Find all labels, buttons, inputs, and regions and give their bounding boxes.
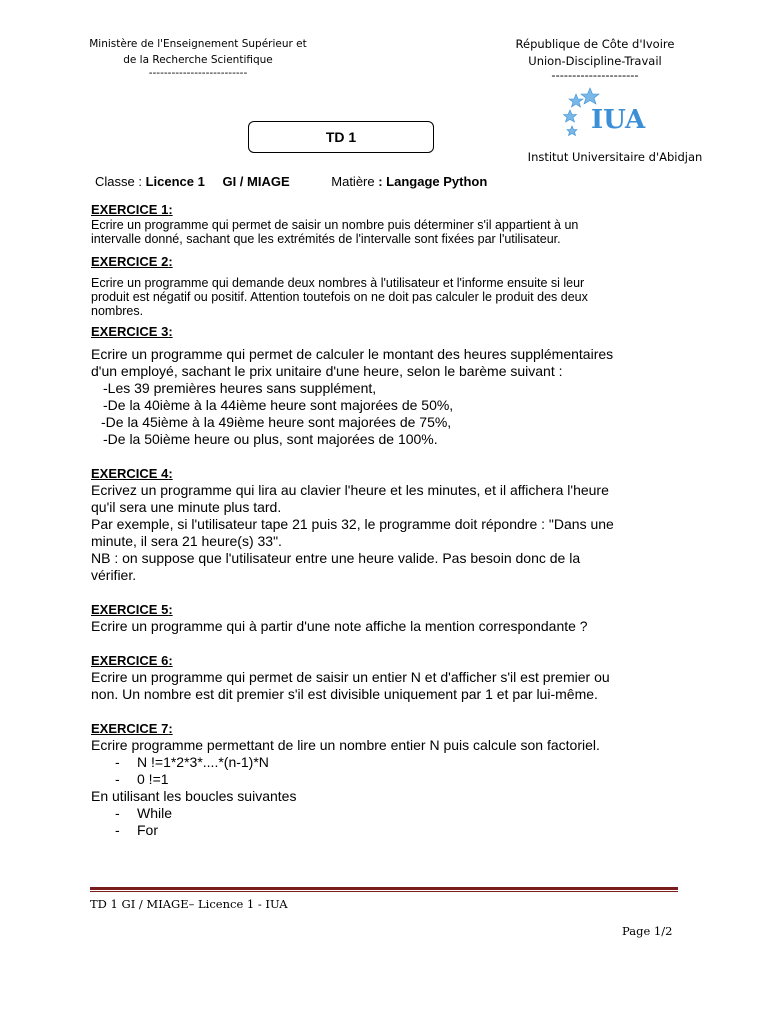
exercise-text: produit est négatif ou positif. Attention toutefois on ne doit pas calculer le produit des deux xyxy=(91,290,588,304)
republic-line1: République de Côte d'Ivoire xyxy=(515,37,675,51)
scale-item: -De la 45ième à la 49ième heure sont majorées de 75%, xyxy=(101,414,452,430)
exercise-3: EXERCICE 3: Ecrire un programme qui permet de calculer le montant des heures supplémentaires d'un employé, sachant le prix unitaire d'une heure, selon le barème suivant : -Les 39 premières heures sans supplément, -De la 40ième à la 44ième heure sont majorées de 50%, -De la 45ième à la 49ième heure sont majorées de 75%, -De la 50ième heure ou plus, sont majorées de 100%. xyxy=(91,324,691,448)
formula-item: - 0 !=1 xyxy=(115,771,169,787)
loop-item: - While xyxy=(115,805,173,821)
ministry-line1: Ministère de l'Enseignement Supérieur et xyxy=(89,38,307,50)
class-track: GI / MIAGE xyxy=(222,174,290,189)
exercise-text: Ecrivez un programme qui lira au clavier l'heure et les minutes, et il affichera l'heure xyxy=(91,482,609,498)
exercise-title: EXERCICE 1 xyxy=(91,202,169,217)
republic-separator: --------------------- xyxy=(551,68,639,82)
svg-text:IUA: IUA xyxy=(591,105,646,135)
exercise-text: Ecrire un programme qui permet de saisir un nombre puis déterminer s'il appartient à un xyxy=(91,218,579,232)
page-number: Page 1/2 xyxy=(622,924,673,938)
scale-item: -De la 50ième heure ou plus, sont majorées de 100%. xyxy=(103,431,438,447)
exercise-4: EXERCICE 4: Ecrivez un programme qui lira au clavier l'heure et les minutes, et il affichera l'heure qu'il sera une minute plus tard. Par exemple, si l'utilisateur tape 21 puis 32, le programme doit répondre : "Dans une minute, il sera 21 heure(s) 33". NB : on suppose que l'utilisateur entre une heure valide. Pas besoin donc de la vérifier. xyxy=(91,466,691,584)
exercise-title: EXERCICE 6 xyxy=(91,653,169,668)
exercise-text: Ecrire un programme qui demande deux nombres à l'utilisateur et l'informe ensuite si leur xyxy=(91,276,585,290)
exercise-5: EXERCICE 5: Ecrire un programme qui à partir d'une note affiche la mention correspondante ? xyxy=(91,602,691,635)
exercise-1: EXERCICE 1: Ecrire un programme qui permet de saisir un nombre puis déterminer s'il appartient à un intervalle donné, sachant que les extrémités de l'intervalle sont fixées par l'utilisateur. xyxy=(91,202,691,246)
exercise-text: Par exemple, si l'utilisateur tape 21 puis 32, le programme doit répondre : "Dans une xyxy=(91,516,614,532)
exercise-2: EXERCICE 2: Ecrire un programme qui demande deux nombres à l'utilisateur et l'informe ensuite si leur produit est négatif ou positif. Attention toutefois on ne doit pas calculer le produit des deux nombres. xyxy=(91,254,691,318)
institution-name: Institut Universitaire d'Abidjan xyxy=(527,150,703,164)
td-title: TD 1 xyxy=(325,129,357,145)
formula-item: - N !=1*2*3*....*(n-1)*N xyxy=(115,754,269,770)
td-title-box xyxy=(248,121,434,153)
ministry-separator: -------------------------- xyxy=(148,67,248,79)
subject-value: : Langage Python xyxy=(378,174,488,189)
class-level: Licence 1 xyxy=(145,174,205,189)
exercise-text: En utilisant les boucles suivantes xyxy=(91,788,297,804)
subject-label: Matière xyxy=(331,174,379,189)
scale-item: -Les 39 premières heures sans supplément, xyxy=(103,380,377,396)
exercise-text: Ecrire un programme qui permet de saisir un entier N et d'afficher s'il est premier ou xyxy=(91,669,610,685)
exercise-text: non. Un nombre est dit premier s'il est divisible uniquement par 1 et par lui-même. xyxy=(91,686,598,702)
star-cluster-icon xyxy=(560,84,650,140)
iua-logo xyxy=(560,84,650,140)
republic-line2: Union-Discipline-Travail xyxy=(528,54,662,68)
exercise-text: NB : on suppose que l'utilisateur entre une heure valide. Pas besoin donc de la xyxy=(91,550,581,566)
exercise-text: Ecrire un programme qui permet de calculer le montant des heures supplémentaires xyxy=(91,346,614,362)
footer-rule xyxy=(90,887,678,890)
scale-item: -De la 40ième à la 44ième heure sont majorées de 50%, xyxy=(103,397,454,413)
exercise-text: Ecrire programme permettant de lire un nombre entier N puis calcule son factoriel. xyxy=(91,737,600,753)
footer-text: TD 1 GI / MIAGE– Licence 1 - IUA xyxy=(90,897,288,911)
exercise-title: EXERCICE 4 xyxy=(91,466,169,481)
exercise-title: EXERCICE 7 xyxy=(91,721,169,736)
exercise-text: nombres. xyxy=(91,304,144,318)
class-label: Classe : xyxy=(95,174,146,189)
exercise-text: intervalle donné, sachant que les extrémités de l'intervalle sont fixées par l'utilisateur. xyxy=(91,232,561,246)
exercise-list xyxy=(91,202,691,839)
ministry-line2: de la Recherche Scientifique xyxy=(123,54,273,66)
exercise-title: EXERCICE 5 xyxy=(91,602,169,617)
exercise-text: qu'il sera une minute plus tard. xyxy=(91,499,282,515)
republic-header xyxy=(500,36,690,80)
footer-rule-thin xyxy=(90,891,678,892)
exercise-text: vérifier. xyxy=(91,567,137,583)
exercise-text: Ecrire un programme qui à partir d'une note affiche la mention correspondante ? xyxy=(91,618,588,634)
exercise-text: minute, il sera 21 heure(s) 33". xyxy=(91,533,282,549)
exercise-title: EXERCICE 2 xyxy=(91,254,169,269)
exercise-title: EXERCICE 3 xyxy=(91,324,169,339)
class-info xyxy=(95,174,487,189)
exercise-7: EXERCICE 7: Ecrire programme permettant de lire un nombre entier N puis calcule son factoriel. - N !=1*2*3*....*(n-1)*N - 0 !=1 En utilisant les boucles suivantes - While - For xyxy=(91,721,691,839)
exercise-6: EXERCICE 6: Ecrire un programme qui permet de saisir un entier N et d'afficher s'il est premier ou non. Un nombre est dit premier s'il est divisible uniquement par 1 et par lui-même. xyxy=(91,653,691,703)
ministry-header xyxy=(80,36,316,78)
loop-item: - For xyxy=(115,822,158,838)
exercise-text: d'un employé, sachant le prix unitaire d'une heure, selon le barème suivant : xyxy=(91,363,563,379)
